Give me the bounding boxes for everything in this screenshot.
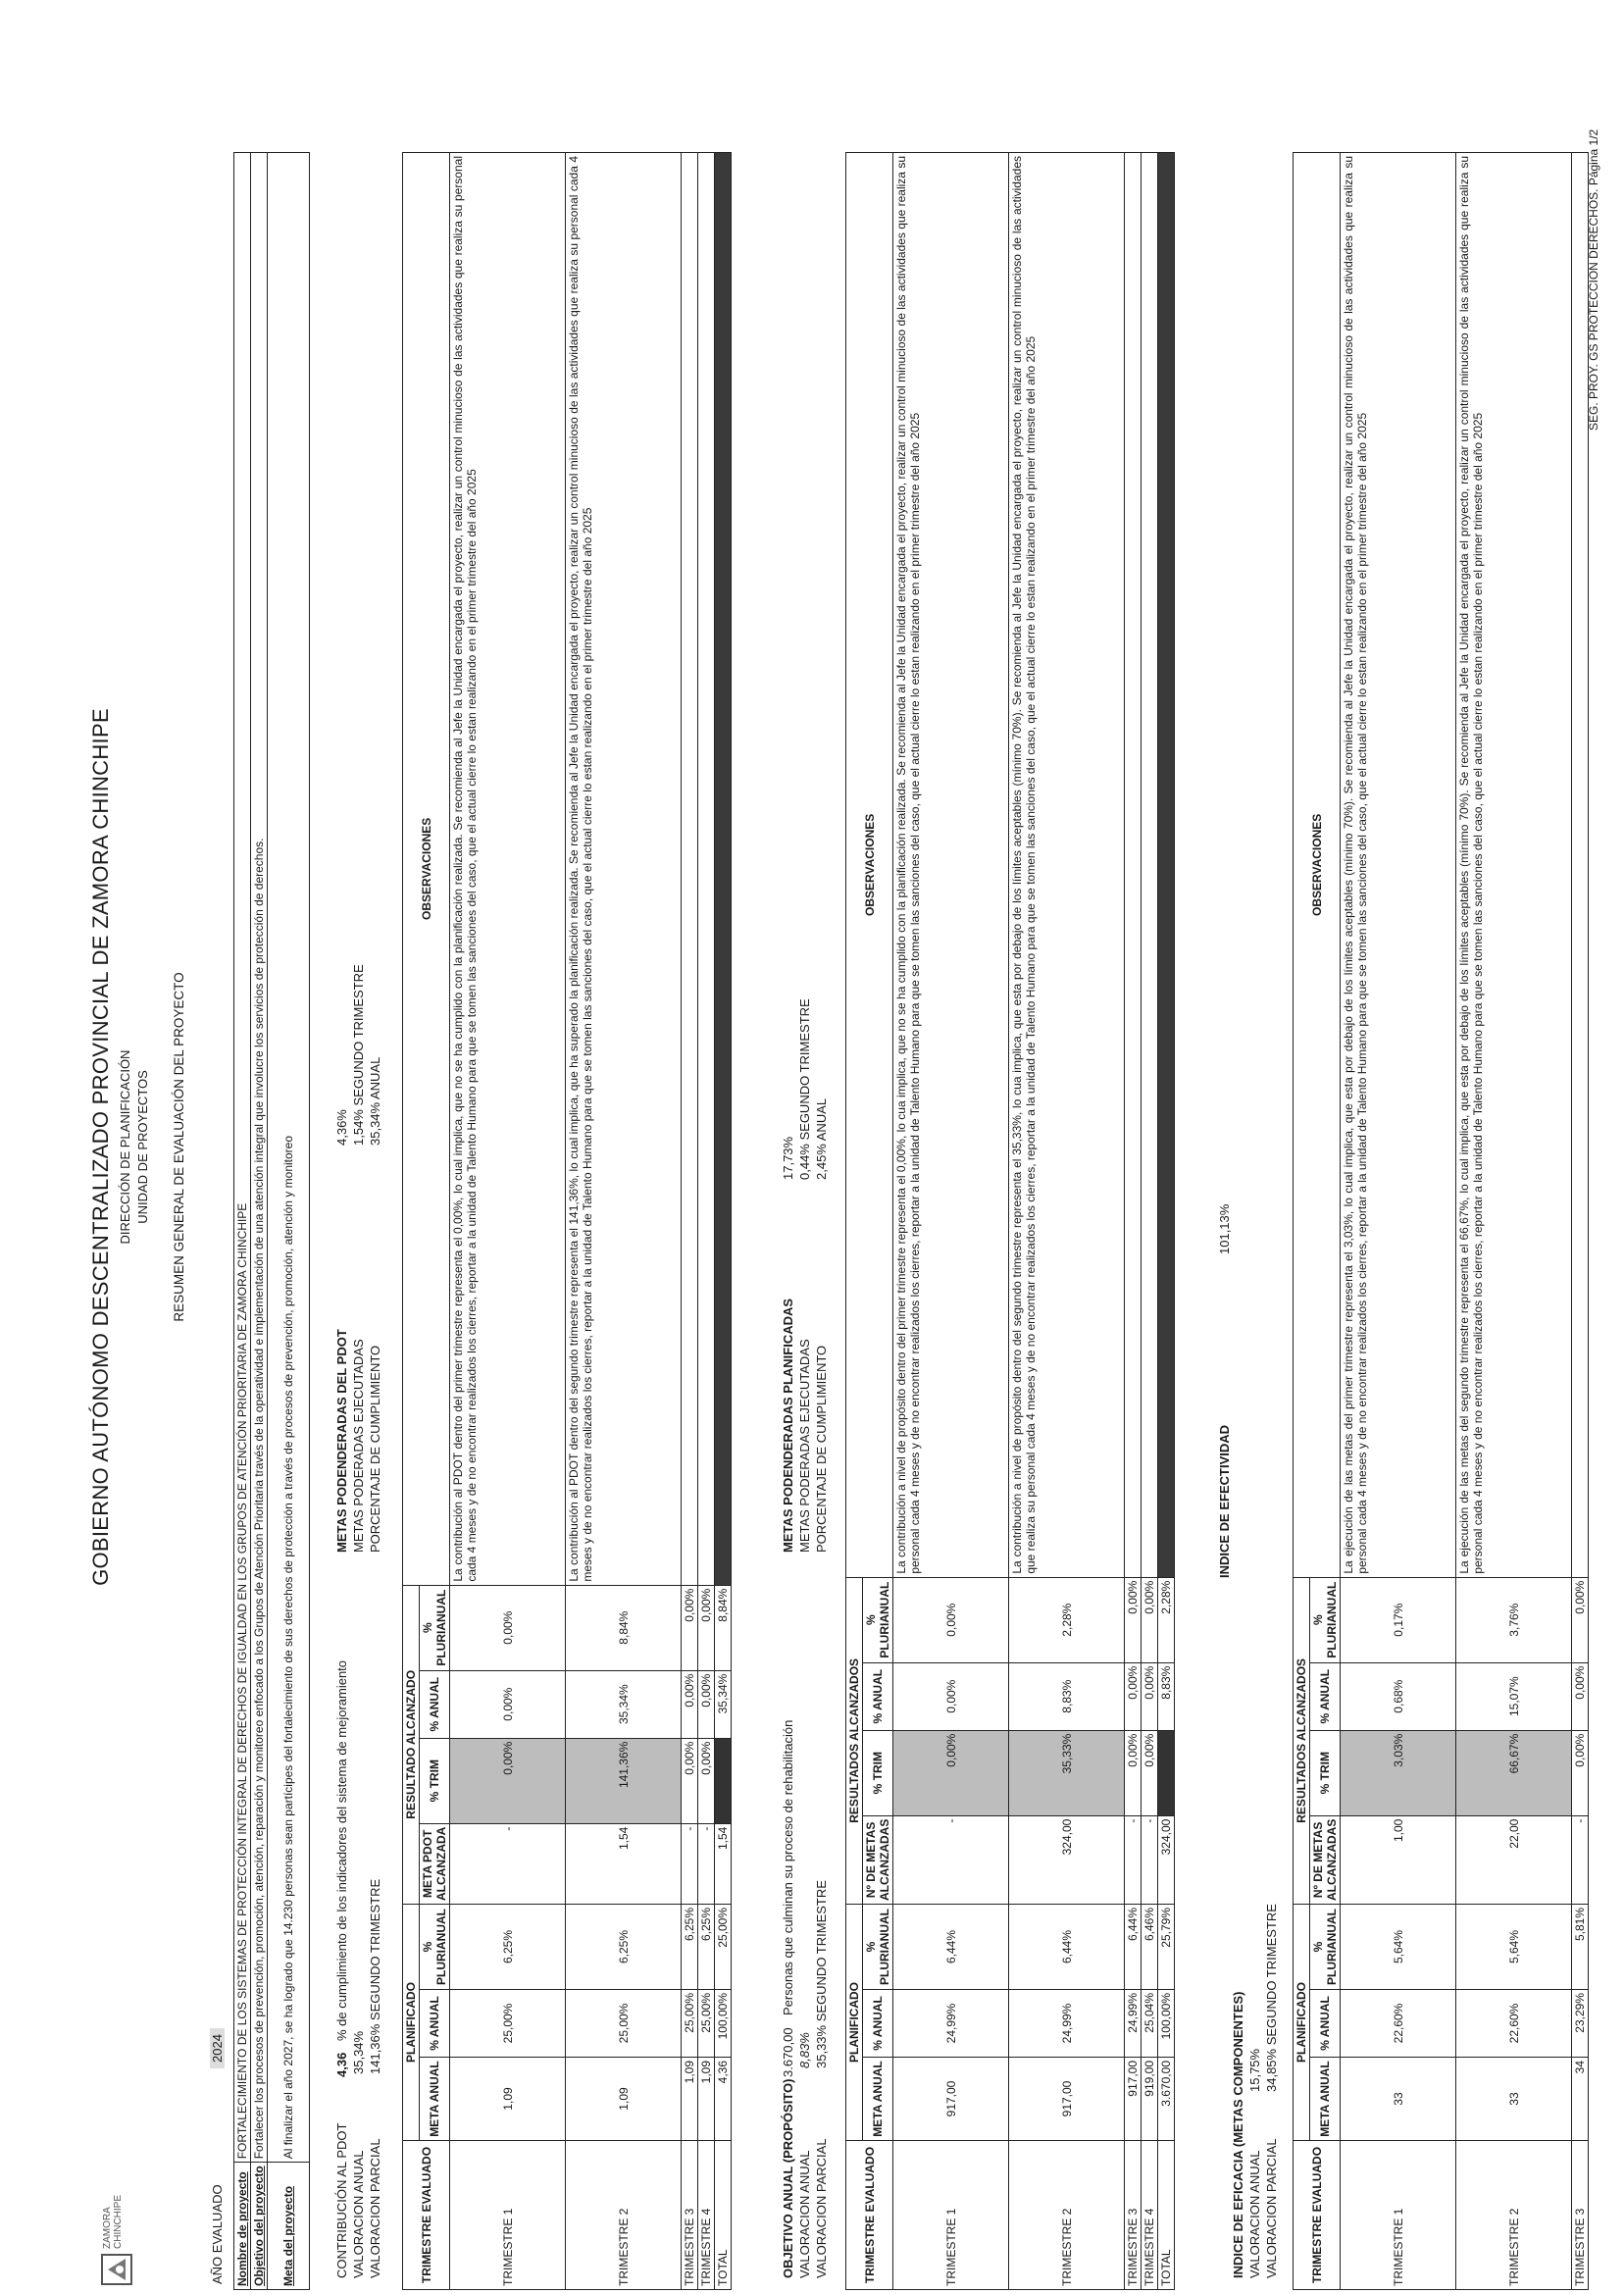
row-anual: 25,00% — [682, 1990, 698, 2058]
row-res-anual: 8,83% — [1009, 1662, 1125, 1730]
row-observacion — [682, 153, 698, 1586]
project-info-table — [233, 152, 310, 2290]
row-alcanzada: - — [1125, 1815, 1142, 1904]
row-meta: 1,09 — [450, 2058, 566, 2141]
prop-porc-value: 2,45% ANUAL — [814, 1097, 829, 1180]
pdot-h-meta-anual: META ANUAL — [420, 2058, 450, 2141]
row-plurianual: 6,44% — [893, 1905, 1009, 1990]
row-res-plurianual: 0,00% — [1572, 1577, 1589, 1662]
row-res-anual: 0,00% — [682, 1670, 698, 1738]
row-observacion: La contribución al PDOT dentro del primer trimestre representa el 0,00%, lo cual implica, que no se ha cumplido con la planificación realizada. Se recomienda al Jefe la Unidad encargada el proyecto, realizar un control minucioso de las actividades que realiza su personal cada 4 meses y de no encontrar realizados los cierres, reportar a la unidad de Talento Humano para que se tomen las sanciones del caso, que el actual cierre lo estan realizando en el primer trimestre del año 2025 — [450, 153, 566, 1586]
row-anual: 22,60% — [1456, 1990, 1572, 2058]
row-res-plurianual: 2,28% — [1158, 1577, 1175, 1662]
efi-h-meta-anual: META ANUAL — [1310, 2058, 1341, 2141]
pdot-h-pct-plurianual: % PLURIANUAL — [420, 1905, 450, 1990]
row-anual: 25,04% — [1142, 1990, 1158, 2058]
pdot-metas-plan-value: 4,36% — [334, 1109, 349, 1146]
pdot-contrib-text: % de cumplimiento de los indicadores del sistema de mejoramiento — [334, 1659, 349, 2041]
row-plurianual: 25,00% — [715, 1905, 732, 1990]
row-trimestre: TRIMESTRE 1 — [893, 2141, 1009, 2290]
prop-porc-label: PORCENTAJE DE CUMPLIMIENTO — [814, 1345, 829, 1553]
prop-val-parcial-label: VALORACION PARCIAL — [814, 2138, 829, 2278]
row-res-anual: 0,00% — [1125, 1662, 1142, 1730]
row-observacion — [1125, 153, 1142, 1578]
row-observacion: La ejecución de las metas del primer trimestre representa el 3,03%, lo cual implica, que esta por debajo de los límites aceptables (mínimo 70%). Se recomienda al Jefe la Unidad encargada el proyecto, realizar un control minucioso de las actividades que realiza su personal cada 4 meses y de no encontrar realizados los cierres, reportar a la unidad de Talento Humano para que se tomen las sanciones del caso, que el actual cierre lo estan realizando en el primer trimestre del año 2025 — [1341, 153, 1456, 1578]
row-trimestre: TRIMESTRE 3 — [682, 2141, 698, 2290]
row-alcanzada: 1,00 — [1341, 1815, 1456, 1904]
meta-value: Al finalizar el año 2027, se ha logrado que 14.230 personas sean partícipes del fortalecimiento de sus derechos de protección a través de procesos de prevención, promoción, atención y monitoreo — [268, 153, 310, 2163]
row-res-anual: 0,00% — [893, 1662, 1009, 1730]
table-row — [1125, 153, 1142, 2290]
row-res-anual: 0,68% — [1341, 1662, 1456, 1730]
row-alcanzada: 1,54 — [566, 1823, 682, 1904]
table-row — [893, 153, 1009, 2290]
row-res-anual: 35,34% — [566, 1670, 682, 1738]
row-res-anual: 0,00% — [1572, 1662, 1589, 1730]
row-res-anual: 0,00% — [698, 1670, 715, 1738]
row-plurianual: 6,44% — [1125, 1905, 1142, 1990]
row-anual: 100,00% — [715, 1990, 732, 2058]
row-trim: 0,00% — [1142, 1730, 1158, 1815]
prop-obj-label: OBJETIVO ANUAL (PROPÓSITO) — [781, 2078, 795, 2278]
row-trimestre: TRIMESTRE 4 — [698, 2141, 715, 2290]
resumen-title: RESUMEN GENERAL DE EVALUACIÓN DEL PROYECTO — [172, 972, 186, 1322]
efi-h-trimestre: TRIMESTRE EVALUADO — [1294, 2141, 1341, 2290]
table-row — [1341, 153, 1456, 2290]
row-plurianual: 25,79% — [1158, 1905, 1175, 1990]
prop-h-planificado: PLANIFICADO — [846, 1905, 863, 2141]
row-alcanzada: 324,00 — [1158, 1815, 1175, 1904]
row-trimestre: TOTAL — [715, 2141, 732, 2290]
row-meta: 917,00 — [1009, 2058, 1125, 2141]
row-observacion: La contribución a nivel de propósito dentro del segundo trimestre representa el 35,33%, lo cua implica, que esta por debajo de los límites aceptables (mínimo 70%). Se recomienda al Jefe la Unidad encargada el proyecto, realizar un control minucioso de las actividades que realiza su personal cada 4 meses y de no encontrar realizados los cierres, reportar a la unidad de Talento Humano para que se tomen las sanciones del caso, que el actual cierre lo estan realizando en el primer trimestre del año 2025 — [1009, 153, 1125, 1578]
efi-h-res-plurianual: % PLURIANUAL — [1310, 1577, 1341, 1662]
eficacia-table — [1293, 152, 1589, 2290]
prop-metas-plan-value: 17,73% — [781, 1136, 795, 1180]
row-res-plurianual: 2,28% — [1009, 1577, 1125, 1662]
row-observacion — [1158, 153, 1175, 1578]
table-row — [1572, 153, 1589, 2290]
row-trim: 0,00% — [450, 1738, 566, 1823]
prop-metas-ejec-value: 0,44% SEGUNDO TRIMESTRE — [797, 998, 812, 1180]
row-trimestre: TRIMESTRE 3 — [1572, 2141, 1589, 2290]
row-observacion: La ejecución de las metas del segundo trimestre representa el 66,67%, lo cual implica, que esta por debajo de los límites aceptables (mínimo 70%). Se recomienda al Jefe la Unidad encargada el proyecto, realizar un control minucioso de las actividades que realiza su personal cada 4 meses y de no encontrar realizados los cierres, reportar a la unidad de Talento Humano para que se tomen las sanciones del caso, que el actual cierre lo estan realizando en el primer trimestre del año 2025 — [1456, 153, 1572, 1578]
pdot-h-res-anual: % ANUAL — [420, 1670, 450, 1738]
prop-h-metas-alcanzadas: Nº DE METAS ALCANZADAS — [863, 1815, 893, 1904]
row-plurianual: 6,25% — [698, 1905, 715, 1990]
row-alcanzada: 1,54 — [715, 1823, 732, 1904]
row-alcanzada: - — [698, 1823, 715, 1904]
objetivo-label: Objetivo del proyecto — [251, 2163, 268, 2290]
pdot-val-parcial-label: VALORACION PARCIAL — [368, 2138, 382, 2278]
prop-h-pct-anual: % ANUAL — [863, 1990, 893, 2058]
row-trim — [715, 1738, 732, 1823]
row-trim: 35,33% — [1009, 1730, 1125, 1815]
row-trimestre: TRIMESTRE 2 — [1009, 2141, 1125, 2290]
row-trim: 0,00% — [1572, 1730, 1589, 1815]
pdot-metas-ejec-value: 1,54% SEGUNDO TRIMESTRE — [351, 964, 366, 1146]
row-meta: 33 — [1341, 2058, 1456, 2141]
row-observacion — [698, 153, 715, 1586]
row-res-plurianual: 0,00% — [1142, 1577, 1158, 1662]
row-plurianual: 6,25% — [566, 1905, 682, 1990]
row-meta: 1,09 — [698, 2058, 715, 2141]
eficacia-label: INDICE DE EFICACIA (METAS COMPONENTES) — [1231, 1991, 1245, 2278]
nombre-value: FORTALECIMIENTO DE LOS SISTEMAS DE PROTECCIÓN INTEGRAL DE DERECHOS DE IGUALDAD EN LOS GRUPOS DE ATENCIÓN PRIORITARIA DE ZAMORA CHINCHIPE — [234, 153, 251, 2163]
pdot-h-pct-anual: % ANUAL — [420, 1990, 450, 2058]
row-anual: 23,29% — [1572, 1990, 1589, 2058]
row-trimestre: TRIMESTRE 1 — [450, 2141, 566, 2290]
row-res-plurianual: 8,84% — [566, 1585, 682, 1670]
eficacia-val-parcial-label: VALORACION PARCIAL — [1264, 2138, 1279, 2278]
prop-h-obs: OBSERVACIONES — [846, 153, 893, 1578]
pdot-h-resultado: RESULTADO ALCANZADO — [403, 1585, 420, 1904]
row-anual: 25,00% — [698, 1990, 715, 2058]
row-plurianual: 5,81% — [1572, 1905, 1589, 1990]
efi-h-metas-alcanzadas: Nº DE METAS ALCANZADAS — [1310, 1815, 1341, 1904]
row-plurianual: 6,25% — [450, 1905, 566, 1990]
row-meta: 919,00 — [1142, 2058, 1158, 2141]
direccion: DIRECCIÓN DE PLANIFICACIÓN — [118, 1049, 132, 1245]
unidad: UNIDAD DE PROYECTOS — [135, 1070, 150, 1224]
objetivo-value: Fortalecer los procesos de prevención, promoción, atención, reparación y monitoreo enfocado a los Grupos de Atención Prioritaria través de la operatividad e implementación de una atención integral que involucre los servicios de protección de derechos. — [251, 153, 268, 2163]
pdot-h-planificado: PLANIFICADO — [403, 1905, 420, 2141]
row-alcanzada: 22,00 — [1456, 1815, 1572, 1904]
row-anual: 24,99% — [1125, 1990, 1142, 2058]
prop-val-parcial-value: 35,33% SEGUNDO TRIMESTRE — [814, 1880, 829, 2068]
pdot-porc-label: PORCENTAJE DE CUMPLIMIENTO — [368, 1345, 382, 1553]
efectividad-value: 101,13% — [1217, 1203, 1232, 1254]
row-alcanzada: - — [893, 1815, 1009, 1904]
pdot-contrib-value: 4,36 — [334, 2052, 349, 2077]
row-trimestre: TRIMESTRE 1 — [1341, 2141, 1456, 2290]
row-res-plurianual: 0,00% — [682, 1585, 698, 1670]
row-alcanzada: 324,00 — [1009, 1815, 1125, 1904]
pdot-metas-ejec-label: METAS PODERADAS EJECUTADAS — [351, 1339, 366, 1553]
row-res-anual: 15,07% — [1456, 1662, 1572, 1730]
prop-h-resultado: RESULTADOS ALCANZADOS — [846, 1577, 863, 1904]
row-trim: 3,03% — [1341, 1730, 1456, 1815]
row-alcanzada: - — [682, 1823, 698, 1904]
prop-obj-value: 3.670,00 — [781, 2027, 795, 2077]
eficacia-val-parcial-value: 34,85% SEGUNDO TRIMESTRE — [1264, 1904, 1279, 2092]
row-observacion — [1572, 153, 1589, 1578]
row-alcanzada: - — [1142, 1815, 1158, 1904]
pdot-summary — [333, 905, 392, 2278]
table-row — [1456, 153, 1572, 2290]
table-row — [1009, 153, 1125, 2290]
row-trim: 0,00% — [698, 1738, 715, 1823]
row-res-anual: 35,34% — [715, 1670, 732, 1738]
efi-h-resultado: RESULTADOS ALCANZADOS — [1294, 1577, 1310, 1904]
efi-h-res-anual: % ANUAL — [1310, 1662, 1341, 1730]
pdot-val-anual-value: 35,34% — [351, 2030, 366, 2074]
pdot-h-meta-alcanzada: META PDOT ALCANZADA — [420, 1823, 450, 1904]
pdot-h-res-plurianual: % PLURIANUAL — [420, 1585, 450, 1670]
logo-text: ZAMORA CHINCHIPE — [102, 2194, 124, 2249]
row-meta: 4,36 — [715, 2058, 732, 2141]
row-res-plurianual: 0,00% — [893, 1577, 1009, 1662]
row-trim: 0,00% — [682, 1738, 698, 1823]
pdot-val-parcial-value: 141,36% SEGUNDO TRIMESTRE — [368, 1878, 382, 2074]
prop-h-res-anual: % ANUAL — [863, 1662, 893, 1730]
row-trim: 0,00% — [893, 1730, 1009, 1815]
pdot-porc-value: 35,34% ANUAL — [368, 1056, 382, 1146]
anio-label: AÑO EVALUADO — [210, 2184, 225, 2284]
eficacia-val-anual-value: 15,75% — [1247, 2048, 1262, 2092]
row-meta: 1,09 — [682, 2058, 698, 2141]
efi-h-pct-plurianual: % PLURIANUAL — [1310, 1905, 1341, 1990]
row-res-plurianual: 0,00% — [1125, 1577, 1142, 1662]
row-meta: 917,00 — [1125, 2058, 1142, 2141]
eficacia-summary — [1230, 1690, 1283, 2278]
row-res-plurianual: 3,76% — [1456, 1577, 1572, 1662]
row-trimestre: TRIMESTRE 4 — [1142, 2141, 1158, 2290]
row-meta: 1,09 — [566, 2058, 682, 2141]
row-meta: 33 — [1456, 2058, 1572, 2141]
row-observacion: La contribución a nivel de propósito dentro del primer trimestre representa el 0,00%, lo cua implica, que no se ha cumplido con la planificación realizada. Se recomienda al Jefe la Unidad encargada el proyecto, realizar un control minucioso de las actividades que realiza su personal cada 4 meses y de no encontrar realizados los cierres, reportar a la unidad de Talento Humano para que se tomen las sanciones del caso, que el actual cierre lo estan realizando en el primer trimestre del año 2025 — [893, 153, 1009, 1578]
row-anual: 25,00% — [566, 1990, 682, 2058]
prop-h-pct-trim: % TRIM — [863, 1730, 893, 1815]
row-res-plurianual: 0,17% — [1341, 1577, 1456, 1662]
efectividad-label: INDICE DE EFECTIVIDAD — [1217, 1424, 1232, 1578]
table-row — [450, 153, 566, 2290]
row-trimestre: TOTAL — [1158, 2141, 1175, 2290]
prop-h-meta-anual: META ANUAL — [863, 2058, 893, 2141]
row-trim: 66,67% — [1456, 1730, 1572, 1815]
anio-value: 2024 — [210, 2028, 225, 2068]
pdot-table — [402, 152, 732, 2290]
prop-obj-text: Personas que culminan su proceso de rehabilitación — [781, 1719, 795, 2015]
row-anual: 24,99% — [893, 1990, 1009, 2058]
efi-h-pct-trim: % TRIM — [1310, 1730, 1341, 1815]
row-alcanzada: - — [450, 1823, 566, 1904]
row-observacion — [715, 153, 732, 1586]
table-row — [682, 153, 698, 2290]
row-trimestre: TRIMESTRE 2 — [566, 2141, 682, 2290]
row-res-plurianual: 0,00% — [450, 1585, 566, 1670]
prop-h-pct-plurianual: % PLURIANUAL — [863, 1905, 893, 1990]
row-trim: 141,36% — [566, 1738, 682, 1823]
row-plurianual: 6,44% — [1009, 1905, 1125, 1990]
prop-metas-plan-label: METAS PODENDERADAS PLANIFICADAS — [781, 1298, 795, 1553]
pdot-h-pct-trim: % TRIM — [420, 1738, 450, 1823]
row-res-plurianual: 8,84% — [715, 1585, 732, 1670]
row-observacion: La contribución al PDOT dentro del segundo trimestre representa el 141,36%, lo cual implica, que ha superado la planificación realizada. Se recomienda al Jefe la Unidad encargada el proyecto, realizar un control minucioso de las actividades que realiza su personal cada 4 meses y de no encontrar realizados los cierres, reportar a la unidad de Talento Humano para que se tomen las sanciones del caso, que el actual cierre lo estan realizando en el primer trimestre del año 2025 — [566, 153, 682, 1586]
prop-val-anual-label: VALORACION ANUAL — [797, 2150, 812, 2278]
table-row — [698, 153, 715, 2290]
row-res-plurianual: 0,00% — [698, 1585, 715, 1670]
row-trimestre: TRIMESTRE 3 — [1125, 2141, 1142, 2290]
pdot-h-obs: OBSERVACIONES — [403, 153, 450, 1586]
row-anual: 100,00% — [1158, 1990, 1175, 2058]
row-observacion — [1142, 153, 1158, 1578]
efi-h-obs: OBSERVACIONES — [1294, 153, 1341, 1578]
row-anual: 22,60% — [1341, 1990, 1456, 2058]
page-title: GOBIERNO AUTÓNOMO DESCENTRALIZADO PROVINCIAL DE ZAMORA CHINCHIPE — [88, 708, 113, 1586]
proposito-table — [845, 152, 1175, 2290]
nombre-label: Nombre de proyecto — [234, 2163, 251, 2290]
row-anual: 24,99% — [1009, 1990, 1125, 2058]
row-trim: 0,00% — [1125, 1730, 1142, 1815]
row-res-anual: 0,00% — [450, 1670, 566, 1738]
table-row-total — [1158, 153, 1175, 2290]
row-plurianual: 6,25% — [682, 1905, 698, 1990]
page-footer: SEG. PROY. GS PROTECCION DERECHOS. Página 1/2 — [1587, 128, 1600, 431]
row-trimestre: TRIMESTRE 2 — [1456, 2141, 1572, 2290]
table-row-total — [715, 153, 732, 2290]
pdot-metas-plan-label: METAS PODENDERADAS DEL PDOT — [334, 1329, 349, 1553]
row-alcanzada: - — [1572, 1815, 1589, 1904]
row-meta: 3.670,00 — [1158, 2058, 1175, 2141]
table-row — [566, 153, 682, 2290]
row-meta: 34 — [1572, 2058, 1589, 2141]
pdot-val-anual-label: VALORACION ANUAL — [351, 2150, 366, 2278]
proposito-summary — [780, 905, 838, 2278]
table-row — [1142, 153, 1158, 2290]
row-plurianual: 6,46% — [1142, 1905, 1158, 1990]
eficacia-val-anual-label: VALORACION ANUAL — [1247, 2150, 1262, 2278]
row-trim — [1158, 1730, 1175, 1815]
prop-val-anual-value: 8,83% — [797, 2032, 812, 2068]
prop-h-res-plurianual: % PLURIANUAL — [863, 1577, 893, 1662]
pdot-contrib-label: CONTRIBUCIÓN AL PDOT — [334, 2122, 349, 2278]
efi-h-planificado: PLANIFICADO — [1294, 1905, 1310, 2141]
pdot-h-trimestre: TRIMESTRE EVALUADO — [403, 2141, 450, 2290]
row-anual: 25,00% — [450, 1990, 566, 2058]
row-plurianual: 5,64% — [1456, 1905, 1572, 1990]
meta-label: Meta del proyecto — [268, 2163, 310, 2290]
row-plurianual: 5,64% — [1341, 1905, 1456, 1990]
efi-h-pct-anual: % ANUAL — [1310, 1990, 1341, 2058]
prop-h-trimestre: TRIMESTRE EVALUADO — [846, 2141, 893, 2290]
row-res-anual: 0,00% — [1142, 1662, 1158, 1730]
prop-metas-ejec-label: METAS PODERADAS EJECUTADAS — [797, 1339, 812, 1553]
row-res-anual: 8,83% — [1158, 1662, 1175, 1730]
row-meta: 917,00 — [893, 2058, 1009, 2141]
